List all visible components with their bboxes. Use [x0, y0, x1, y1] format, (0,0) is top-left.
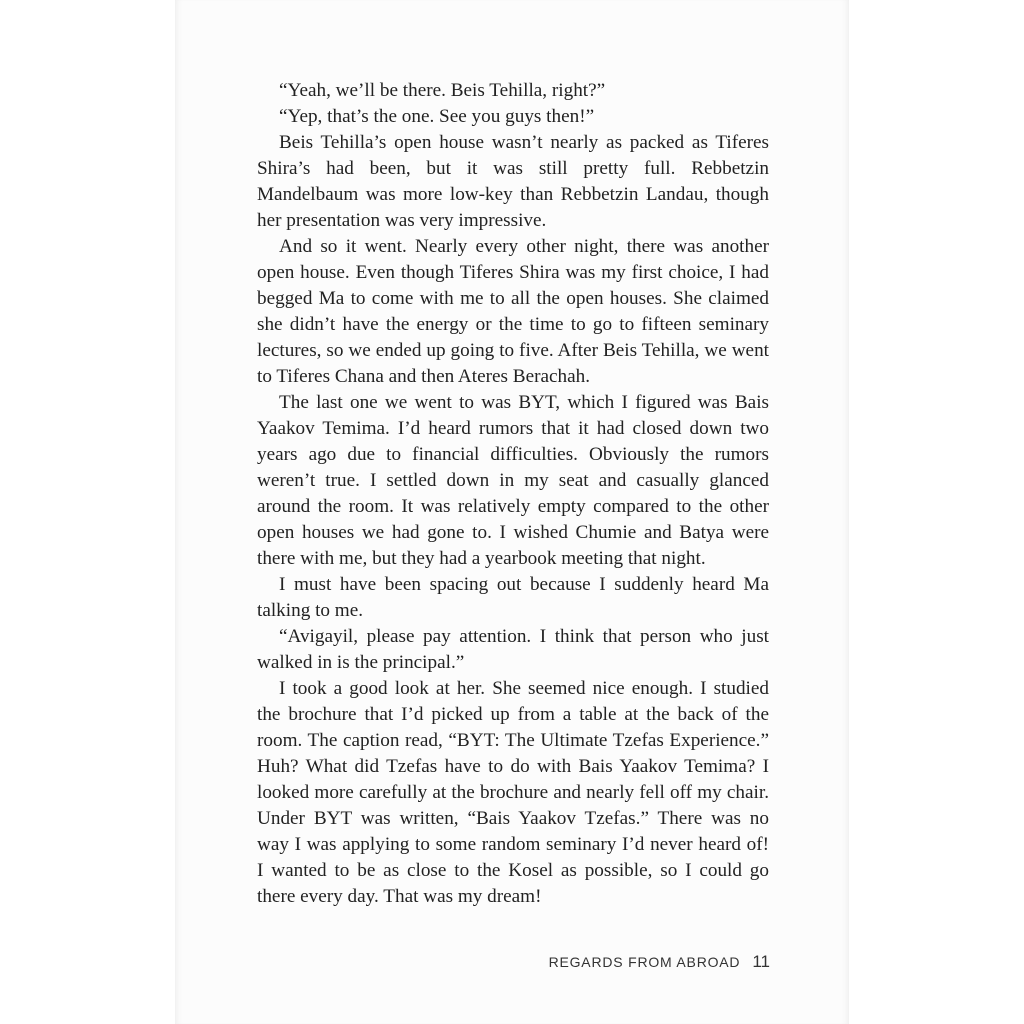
paragraph: “Avigayil, please pay attention. I think that person who just walked in is the principal.” — [257, 626, 769, 673]
body-text — [257, 78, 769, 910]
page-footer — [549, 952, 770, 976]
paragraph: I took a good look at her. She seemed nice enough. I studied the brochure that I’d picked up from a table at the back of the room. The caption read, “BYT: The Ultimate Tzefas Experience.” Huh? What did Tzefas have to do with Bais Yaakov Temima? I looked more carefully at the brochure and nearly fell off my chair. Under BYT was written, “Bais Yaakov Tzefas.” There was no way I was applying to some random seminary I’d never heard of! I wanted to be as close to the Kosel as possible, so I could go there every day. That was my dream! — [257, 678, 769, 907]
paragraph: And so it went. Nearly every other night, there was another open house. Even though Tiferes Shira was my first choice, I had begged Ma to come with me to all the open houses. She claimed she didn’t have the energy or the time to go to fifteen seminary lectures, so we ended up going to five. After Beis Tehilla, we went to Tiferes Chana and then Ateres Berachah. — [257, 236, 769, 387]
running-head: REGARDS FROM ABROAD — [548, 954, 741, 970]
paragraph: The last one we went to was BYT, which I figured was Bais Yaakov Temima. I’d heard rumors that it had closed down two years ago due to financial difficulties. Obviously the rumors weren’t true. I settled down in my seat and casually glanced around the room. It was relatively empty compared to the other open houses we had gone to. I wished Chumie and Batya were there with me, but they had a yearbook meeting that night. — [257, 392, 769, 569]
paragraph: I must have been spacing out because I suddenly heard Ma talking to me. — [257, 574, 769, 621]
paragraph: Beis Tehilla’s open house wasn’t nearly as packed as Tiferes Shira’s had been, but it was still pretty full. Rebbetzin Mandelbaum was more low-key than Rebbetzin Landau, though her presentation was very impressive. — [257, 132, 769, 231]
paragraph: “Yeah, we’ll be there. Beis Tehilla, right?” — [279, 80, 606, 101]
page-number: 11 — [752, 952, 770, 971]
paragraph: “Yep, that’s the one. See you guys then!” — [279, 106, 595, 127]
